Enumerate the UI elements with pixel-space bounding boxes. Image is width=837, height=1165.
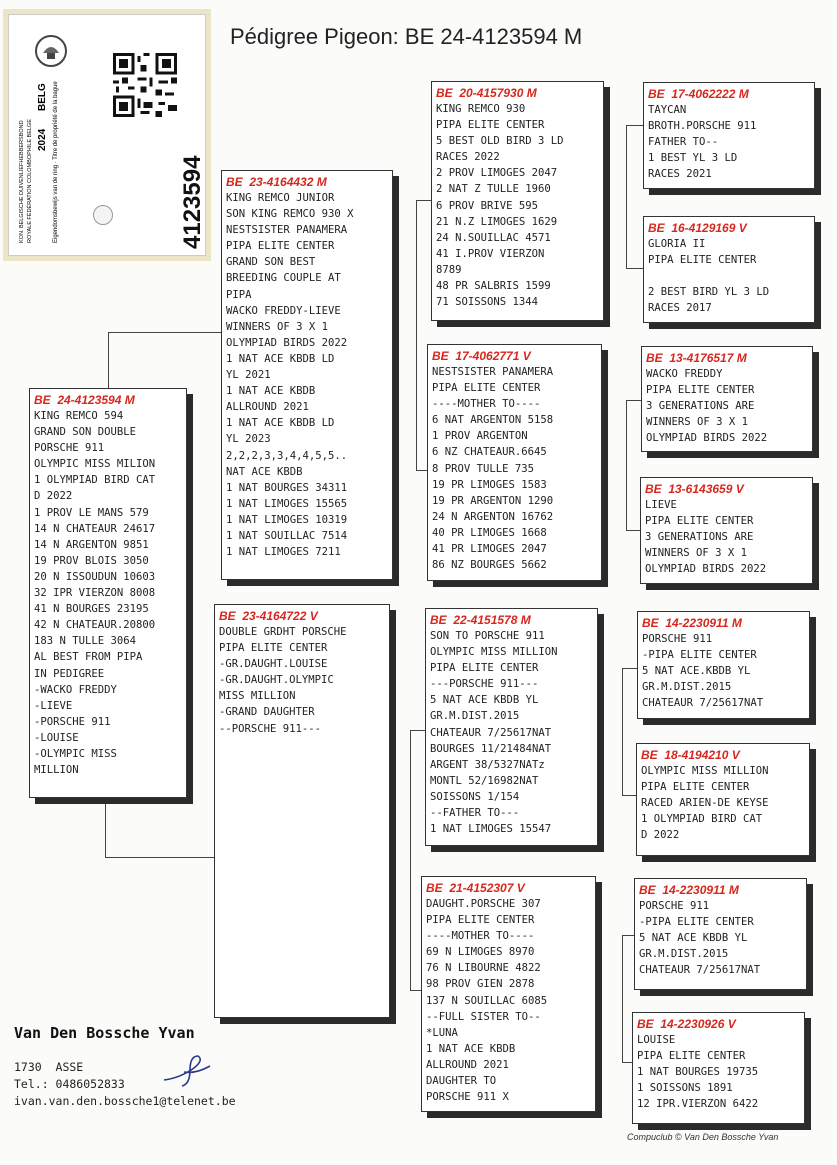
pigeon-detail-line: -LIEVE [34, 699, 73, 712]
pigeon-detail-line: PIPA ELITE CENTER [648, 254, 757, 267]
pigeon-detail-line: 1 NAT SOUILLAC 7514 [226, 529, 348, 542]
pigeon-detail-line: 48 PR SALBRIS 1599 [436, 280, 551, 293]
pigeon-detail-line: KING REMCO 594 [34, 410, 124, 422]
pigeon-detail-line: RACES 2022 [436, 151, 500, 164]
pigeon-detail-line: 19 PROV BLOIS 3050 [34, 554, 149, 567]
pigeon-detail-line: D 2022 [34, 490, 73, 503]
pigeon-detail-line: 41 PR LIMOGES 2047 [432, 543, 547, 556]
pigeon-detail-line: CHATEAUR 7/25617NAT [639, 964, 761, 977]
pigeon-box-dam-dam [421, 876, 596, 1112]
pigeon-detail-line: 76 N LIBOURNE 4822 [426, 962, 541, 975]
connector-line [626, 125, 644, 126]
pigeon-detail-line: 1 NAT ACE KBDB LD [226, 352, 335, 365]
pigeon-detail-line: SON KING REMCO 930 X [226, 208, 354, 221]
pigeon-box-dam-sire [425, 608, 598, 846]
pigeon-detail-line: 21 N.Z LIMOGES 1629 [436, 215, 558, 228]
ring-tag-federation-nl: KON. BELGISCHE DUIVENLIEFHEBBERSBOND [19, 120, 25, 243]
pigeon-detail-line: -LOUISE [34, 731, 79, 744]
pigeon-detail-line: GRAND SON DOUBLE [34, 426, 137, 439]
pigeon-detail-line: PORSCHE 911 [639, 900, 710, 912]
pigeon-detail-line: 1 NAT ACE KBDB LD [226, 417, 335, 430]
pigeon-detail-line: BREEDING COUPLE AT [226, 272, 341, 285]
pigeon-details [430, 628, 593, 837]
pigeon-detail-line: ----MOTHER TO---- [426, 930, 535, 943]
pigeon-detail-line: 32 IPR VIERZON 8008 [34, 587, 156, 600]
pigeon-detail-line: WINNERS OF 3 X 1 [645, 547, 748, 560]
pigeon-detail-line: 5 NAT ACE KBDB YL [639, 932, 748, 945]
connector-line [410, 730, 411, 990]
pigeon-detail-line: PIPA ELITE CENTER [426, 914, 535, 927]
connector-line [410, 730, 426, 731]
ring-number: BE 23-4164722 V [219, 609, 318, 623]
ring-number: BE 21-4152307 V [426, 881, 525, 895]
pigeon-detail-line: *LUNA [426, 1026, 458, 1039]
pigeon-detail-line: 1 PROV LE MANS 579 [34, 506, 149, 519]
ring-number: BE 23-4164432 M [226, 175, 327, 189]
connector-line [626, 268, 644, 269]
pigeon-detail-line: 1 NAT LIMOGES 7211 [226, 546, 341, 559]
pigeon-detail-line: 1 BEST YL 3 LD [648, 152, 738, 165]
pigeon-detail-line: 8789 [436, 263, 462, 276]
pigeon-detail-line: RACES 2017 [648, 302, 712, 315]
pigeon-detail-line: GRAND SON BEST [226, 256, 316, 269]
pigeon-detail-line: RACED ARIEN-DE KEYSE [641, 797, 769, 810]
pigeon-detail-line: DOUBLE GRDHT PORSCHE [219, 626, 347, 638]
pigeon-details [637, 1032, 800, 1112]
pigeon-details [226, 190, 388, 560]
pigeon-detail-line: PIPA ELITE CENTER [430, 662, 539, 675]
pigeon-detail-line: 41 N BOURGES 23195 [34, 603, 149, 616]
pigeon-box-sire-sire [431, 81, 604, 321]
federation-crest-icon [33, 33, 69, 69]
pigeon-detail-line: -PIPA ELITE CENTER [642, 649, 757, 662]
pigeon-detail-line: 6 NAT ARGENTON 5158 [432, 414, 554, 427]
pigeon-detail-line: BROTH.PORSCHE 911 [648, 120, 757, 133]
pigeon-detail-line: SON TO PORSCHE 911 [430, 630, 545, 642]
pigeon-detail-line [648, 268, 810, 284]
pigeon-detail-line: DAUGHT.PORSCHE 307 [426, 898, 541, 910]
pigeon-detail-line: PORSCHE 911 [642, 633, 713, 645]
pigeon-details [34, 408, 182, 778]
pigeon-details [645, 497, 808, 577]
pigeon-box-subject [29, 388, 187, 798]
ring-number: BE 16-4129169 V [648, 221, 747, 235]
pigeon-detail-line: LOUISE [637, 1034, 676, 1046]
pigeon-detail-line: 41 I.PROV VIERZON [436, 247, 545, 260]
pigeon-details [646, 366, 808, 446]
pigeon-detail-line: 86 NZ BOURGES 5662 [432, 559, 547, 572]
connector-line [626, 125, 627, 268]
pigeon-detail-line: DAUGHTER TO [426, 1075, 497, 1088]
pigeon-box-sire-dam-dam [640, 477, 813, 584]
pigeon-detail-line: -PORSCHE 911 [34, 715, 111, 728]
pigeon-details [641, 763, 805, 843]
pigeon-detail-line: MILLION [34, 764, 79, 777]
pigeon-details [219, 624, 385, 737]
footer-credit: Compuclub © Van Den Bossche Yvan [627, 1132, 779, 1142]
pigeon-details [436, 101, 599, 310]
pigeon-detail-line: 5 NAT ACE KBDB YL [430, 694, 539, 707]
pigeon-detail-line: IN PEDIGREE [34, 667, 105, 680]
ring-number: BE 24-4123594 M [34, 393, 135, 407]
pigeon-detail-line: OLYMPIC MISS MILLION [641, 765, 769, 777]
pigeon-detail-line: 1 NAT BOURGES 34311 [226, 481, 348, 494]
connector-line [416, 200, 432, 201]
pigeon-detail-line: 1 SOISSONS 1891 [637, 1082, 733, 1095]
pigeon-detail-line: 14 N ARGENTON 9851 [34, 538, 149, 551]
ring-number: BE 14-2230926 V [637, 1017, 736, 1031]
signature-icon [160, 1050, 220, 1090]
pigeon-detail-line: PIPA [226, 288, 252, 301]
pigeon-detail-line: 40 PR LIMOGES 1668 [432, 526, 547, 539]
ring-tag-federation-fr: ROYALE FÉDÉRATION COLOMBOPHILE BELGE [27, 119, 33, 243]
pigeon-detail-line: ALLROUND 2021 [426, 1058, 509, 1071]
pigeon-detail-line: YL 2021 [226, 369, 271, 382]
pigeon-detail-line: 2 NAT Z TULLE 1960 [436, 183, 551, 196]
pigeon-details [642, 631, 805, 711]
pigeon-detail-line: WINNERS OF 3 X 1 [226, 320, 329, 333]
qr-code-icon [113, 53, 177, 117]
pigeon-detail-line: NESTSISTER PANAMERA [432, 366, 554, 378]
pigeon-detail-line: WACKO FREDDY [646, 368, 723, 380]
pigeon-box-sire-sire-dam [643, 216, 815, 323]
pigeon-box-dam-dam-dam [632, 1012, 805, 1124]
pigeon-detail-line: FATHER TO-- [648, 136, 719, 149]
ring-number: BE 17-4062222 M [648, 87, 749, 101]
connector-line [105, 857, 215, 858]
pigeon-detail-line: BOURGES 11/21484NAT [430, 742, 552, 755]
owner-name: Van Den Bossche Yvan [14, 1024, 195, 1042]
pigeon-box-sire-dam-sire [641, 346, 813, 452]
ring-number: BE 13-6143659 V [645, 482, 744, 496]
pigeon-detail-line: D 2022 [641, 829, 680, 842]
pigeon-detail-line: 98 PROV GIEN 2878 [426, 978, 535, 991]
ring-number: BE 14-2230911 M [639, 883, 739, 897]
pigeon-details [426, 896, 591, 1105]
pigeon-detail-line: TAYCAN [648, 104, 687, 116]
pigeon-detail-line: ARGENT 38/5327NATz [430, 758, 545, 771]
pigeon-detail-line: OLYMPIAD BIRDS 2022 [226, 336, 348, 349]
pigeon-detail-line: GR.M.DIST.2015 [430, 710, 520, 723]
pigeon-detail-line: PIPA ELITE CENTER [637, 1050, 746, 1063]
pigeon-detail-line: 1 OLYMPIAD BIRD CAT [34, 474, 156, 487]
pigeon-detail-line: LIEVE [645, 499, 677, 511]
pigeon-detail-line: -WACKO FREDDY [34, 683, 117, 696]
pigeon-detail-line: 19 PR ARGENTON 1290 [432, 494, 554, 507]
pigeon-detail-line: OLYMPIC MISS MILION [34, 458, 156, 471]
pigeon-detail-line: -GRAND DAUGHTER [219, 706, 315, 719]
pigeon-detail-line: 12 IPR.VIERZON 6422 [637, 1098, 759, 1111]
pigeon-detail-line: 1 NAT ACE KBDB [226, 385, 316, 398]
ring-tag-hole [93, 205, 113, 225]
pigeon-detail-line: -PIPA ELITE CENTER [639, 916, 754, 929]
pigeon-detail-line: 24 N ARGENTON 16762 [432, 510, 554, 523]
pigeon-detail-line: 2 BEST BIRD YL 3 LD [648, 286, 770, 299]
pigeon-detail-line: 1 NAT LIMOGES 10319 [226, 513, 348, 526]
pigeon-detail-line: GR.M.DIST.2015 [642, 681, 732, 694]
connector-line [626, 400, 627, 530]
pigeon-box-dam [214, 604, 390, 1018]
pigeon-detail-line: MONTL 52/16982NAT [430, 774, 539, 787]
pigeon-detail-line: 6 NZ CHATEAUR.6645 [432, 446, 547, 459]
pigeon-detail-line: GLORIA II [648, 238, 706, 250]
pigeon-detail-line: NAT ACE KBDB [226, 465, 303, 478]
connector-line [626, 400, 642, 401]
ring-tag-number: 4123594 [179, 155, 206, 249]
pigeon-detail-line: 24 N.SOUILLAC 4571 [436, 231, 551, 244]
pigeon-detail-line: WACKO FREDDY-LIEVE [226, 304, 341, 317]
pigeon-detail-line: PIPA ELITE CENTER [219, 642, 328, 655]
ring-number: BE 22-4151578 M [430, 613, 531, 627]
pigeon-details [639, 898, 802, 978]
ring-number: BE 20-4157930 M [436, 86, 537, 100]
pigeon-detail-line: 1 PROV ARGENTON [432, 430, 528, 443]
ring-tag-country: BELG [37, 83, 48, 111]
pigeon-detail-line: --FATHER TO--- [430, 807, 520, 820]
pigeon-detail-line: 42 N CHATEAUR.20800 [34, 619, 156, 632]
connector-line [622, 668, 623, 795]
pigeon-detail-line: KING REMCO 930 [436, 103, 526, 115]
owner-email: ivan.van.den.bossche1@telenet.be [14, 1094, 236, 1108]
ring-tag-ownership: Eigendomsbewijs van de ring · Titre de propriété de la bague [53, 81, 59, 243]
pigeon-detail-line: PIPA ELITE CENTER [436, 119, 545, 132]
pigeon-detail-line: 19 PR LIMOGES 1583 [432, 478, 547, 491]
pigeon-box-sire-dam [427, 344, 602, 581]
pigeon-detail-line: PIPA ELITE CENTER [646, 384, 755, 397]
pigeon-details [648, 236, 810, 316]
ring-tag-year: 2024 [37, 128, 48, 151]
pigeon-detail-line: 1 NAT ACE KBDB [426, 1042, 516, 1055]
ring-number: BE 13-4176517 M [646, 351, 747, 365]
pigeon-detail-line: 1 NAT BOURGES 19735 [637, 1066, 759, 1079]
pigeon-box-sire [221, 170, 393, 580]
pigeon-detail-line: OLYMPIAD BIRDS 2022 [646, 432, 768, 445]
pigeon-detail-line: 5 BEST OLD BIRD 3 LD [436, 135, 564, 148]
pigeon-detail-line: KING REMCO JUNIOR [226, 192, 335, 204]
pigeon-detail-line: RACES 2021 [648, 168, 712, 181]
pigeon-detail-line: --FULL SISTER TO-- [426, 1010, 541, 1023]
pigeon-detail-line: CHATEAUR 7/25617NAT [642, 697, 764, 710]
pigeon-detail-line: SOISSONS 1/154 [430, 790, 520, 803]
pigeon-detail-line: CHATEAUR 7/25617NAT [430, 726, 552, 739]
pigeon-detail-line: 183 N TULLE 3064 [34, 635, 137, 648]
pigeon-details [432, 364, 597, 573]
owner-phone: Tel.: 0486052833 [14, 1077, 125, 1091]
connector-line [105, 797, 106, 858]
pigeon-detail-line: -OLYMPIC MISS [34, 747, 117, 760]
pigeon-detail-line: PIPA ELITE CENTER [226, 240, 335, 253]
connector-line [108, 332, 222, 333]
pigeon-detail-line: 3 GENERATIONS ARE [646, 400, 755, 413]
pigeon-detail-line: 1 NAT LIMOGES 15565 [226, 497, 348, 510]
pigeon-detail-line: PIPA ELITE CENTER [432, 382, 541, 395]
ring-number: BE 17-4062771 V [432, 349, 531, 363]
pigeon-detail-line: PORSCHE 911 X [426, 1091, 509, 1104]
pigeon-detail-line: 2,2,2,3,3,4,4,5,5.. [226, 449, 348, 462]
pigeon-detail-line: NESTSISTER PANAMERA [226, 224, 348, 237]
pigeon-detail-line: PIPA ELITE CENTER [641, 781, 750, 794]
pigeon-detail-line: OLYMPIC MISS MILLION [430, 646, 558, 659]
pigeon-detail-line: 69 N LIMOGES 8970 [426, 946, 535, 959]
pigeon-detail-line: 5 NAT ACE.KBDB YL [642, 665, 751, 678]
pigeon-detail-line: 8 PROV TULLE 735 [432, 462, 535, 475]
pigeon-detail-line: PIPA ELITE CENTER [645, 515, 754, 528]
pigeon-detail-line: ----MOTHER TO---- [432, 398, 541, 411]
pigeon-detail-line: MISS MILLION [219, 690, 296, 703]
connector-line [416, 200, 417, 470]
pigeon-detail-line: -GR.DAUGHT.LOUISE [219, 658, 328, 671]
pigeon-details [648, 102, 810, 182]
pigeon-detail-line: 6 PROV BRIVE 595 [436, 199, 539, 212]
pigeon-detail-line: WINNERS OF 3 X 1 [646, 416, 749, 429]
pigeon-detail-line: 3 GENERATIONS ARE [645, 531, 754, 544]
pigeon-box-dam-sire-dam [636, 743, 810, 856]
ring-tag-card [8, 14, 206, 256]
page-title: Pédigree Pigeon: BE 24-4123594 M [230, 24, 583, 49]
pigeon-detail-line: YL 2023 [226, 433, 271, 446]
ring-number: BE 18-4194210 V [641, 748, 740, 762]
pigeon-box-dam-sire-sire [637, 611, 810, 719]
pigeon-detail-line: -GR.DAUGHT.OLYMPIC [219, 674, 334, 687]
connector-line [108, 332, 109, 390]
ring-number: BE 14-2230911 M [642, 616, 742, 630]
connector-line [622, 935, 623, 1062]
pigeon-detail-line: 1 OLYMPIAD BIRD CAT [641, 813, 763, 826]
pigeon-detail-line: PORSCHE 911 [34, 442, 105, 455]
owner-address: 1730 ASSE [14, 1060, 84, 1074]
pigeon-detail-line: 1 NAT LIMOGES 15547 [430, 823, 552, 836]
pigeon-detail-line: 20 N ISSOUDUN 10603 [34, 570, 156, 583]
pigeon-detail-line: 71 SOISSONS 1344 [436, 296, 539, 309]
pigeon-box-sire-sire-sire [643, 82, 815, 189]
pigeon-detail-line: GR.M.DIST.2015 [639, 948, 729, 961]
pigeon-detail-line: AL BEST FROM PIPA [34, 651, 143, 664]
pigeon-detail-line: ALLROUND 2021 [226, 401, 309, 414]
pigeon-detail-line: 2 PROV LIMOGES 2047 [436, 167, 558, 180]
pigeon-detail-line: OLYMPIAD BIRDS 2022 [645, 563, 767, 576]
pigeon-detail-line: 14 N CHATEAUR 24617 [34, 522, 156, 535]
pigeon-detail-line: 137 N SOUILLAC 6085 [426, 994, 548, 1007]
pigeon-detail-line: --PORSCHE 911--- [219, 722, 322, 735]
pigeon-detail-line: ---PORSCHE 911--- [430, 678, 539, 691]
pigeon-box-dam-dam-sire [634, 878, 807, 990]
